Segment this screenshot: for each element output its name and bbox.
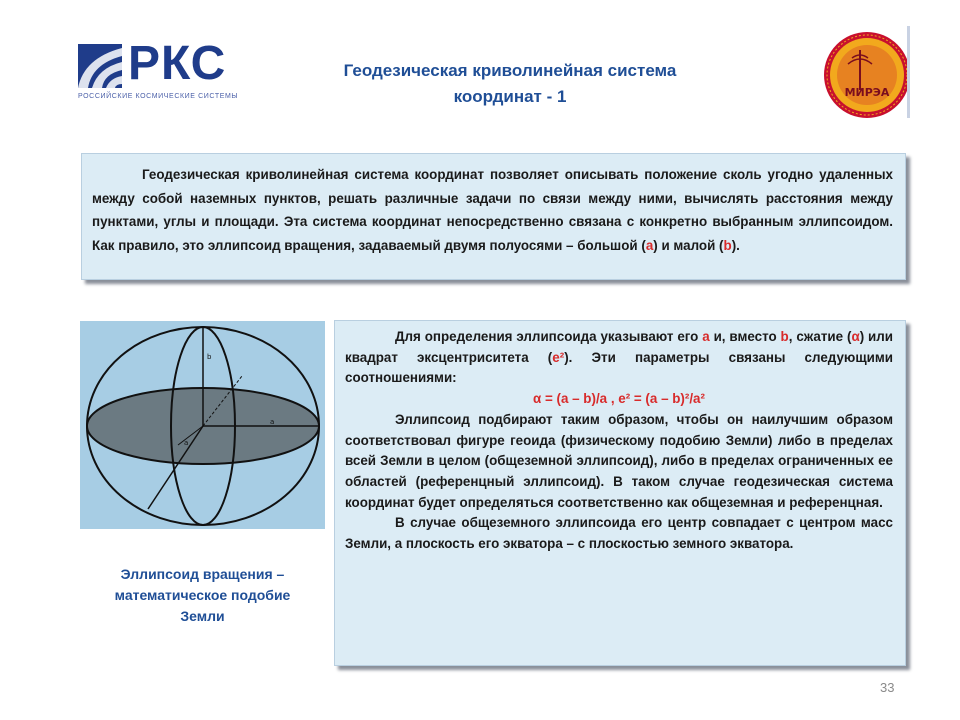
symbol-alpha: α	[851, 329, 860, 344]
details-box	[334, 320, 906, 666]
caption-line-2: математическое подобие	[114, 587, 291, 603]
rks-logo-mark-icon	[78, 44, 122, 88]
title-line-1: Геодезическая криволинейная система	[343, 61, 677, 80]
figure-label-a2: a	[184, 439, 189, 447]
symbol-b: b	[780, 329, 789, 344]
ellipsoid-figure	[80, 321, 325, 529]
title-line-2: координат - 1	[453, 87, 567, 106]
logo-subtitle: РОССИЙСКИЕ КОСМИЧЕСКИЕ СИСТЕМЫ	[78, 93, 239, 100]
details-paragraph-2: Эллипсоид подбирают таким образом, чтобы он наилучшим образом соответствовал фигуре геоида (физическому подобию Земли) либо в пределах всей Земли в целом (общеземной эллипсоид), либо в пределах ограниченных ее областей (референцный эллипсоид). В таком случае геодезическая система координат будет определяться соответственно как общеземная и референцная.	[345, 411, 893, 510]
symbol-e2: e²	[552, 349, 565, 365]
figure-label-b: b	[207, 353, 212, 361]
rks-logo	[78, 37, 253, 104]
formula: α = (a – b)/a , e² = (a – b)²/a²	[533, 391, 705, 407]
logo-text: РКС	[128, 37, 227, 90]
caption-line-1: Эллипсоид вращения –	[120, 566, 285, 582]
mirea-seal-icon	[822, 30, 912, 120]
details-paragraph-1: Для определения эллипсоида указывают его a и, вместо b, сжатие (α) или квадрат эксцентриситета (e²). Эти параметры связаны следующими соотношениями:	[345, 329, 893, 386]
intro-box	[81, 153, 906, 280]
slide-title	[280, 58, 740, 110]
symbol-a: a	[702, 329, 710, 344]
symbol-a: a	[645, 237, 654, 253]
symbol-b: b	[723, 237, 732, 253]
figure-label-a: a	[270, 418, 275, 426]
caption-line-3: Земли	[180, 608, 225, 624]
details-paragraph-3: В случае общеземного эллипсоида его центр совпадает с центром масс Земли, а плоскость его экватора – с плоскостью земного экватора.	[345, 515, 893, 552]
page-number: 33	[880, 680, 895, 695]
figure-caption	[80, 564, 325, 627]
header-divider	[907, 26, 910, 118]
intro-paragraph: Геодезическая криволинейная система координат позволяет описывать положение сколь угодно удаленных между собой наземных пунктов, решать различные задачи по связи между ними, вычислять расстояния между пунктами, углы и площади. Эта система координат непосредственно связана с конкретно выбранным эллипсоидом. Как правило, это эллипсоид вращения, задаваемый двумя полуосями – большой (a) и малой (b).	[92, 167, 893, 253]
seal-text: МИРЭА	[844, 86, 890, 99]
